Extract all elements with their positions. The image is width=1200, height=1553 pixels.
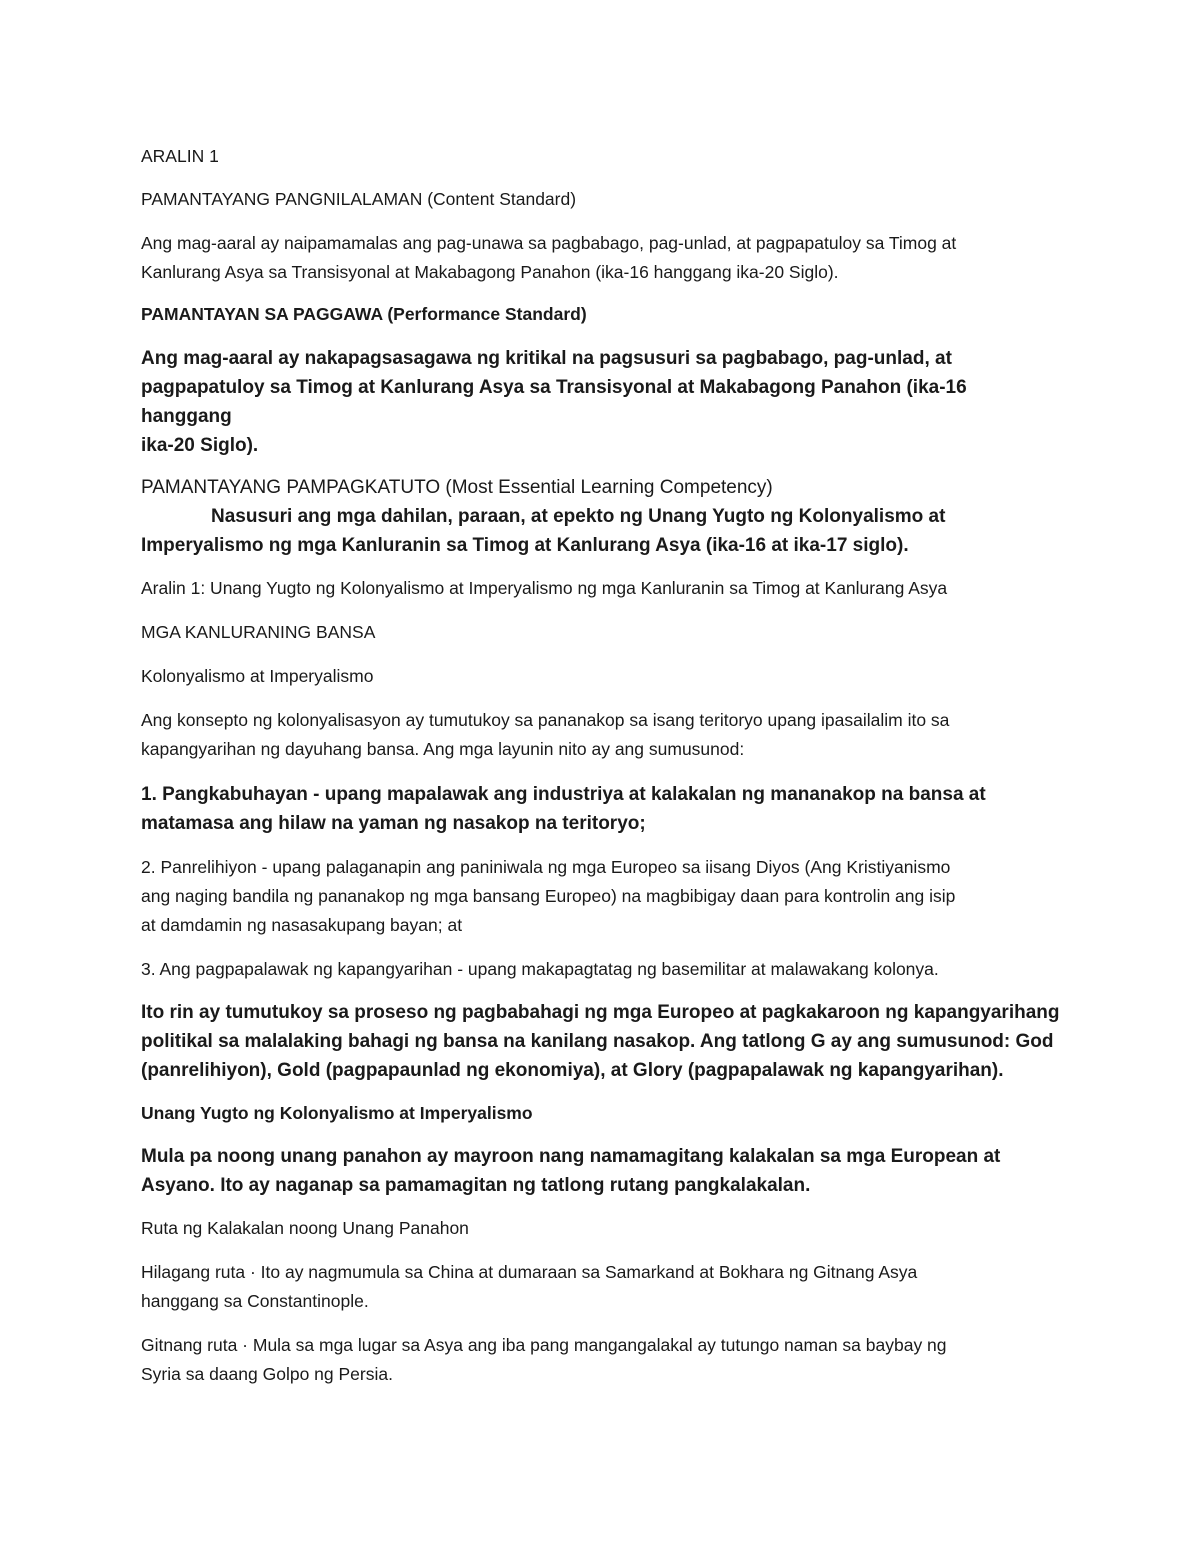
text-line: Hilagang ruta · Ito ay nagmumula sa China at dumaraan sa Samarkand at Bokhara ng Gitnang Asya	[141, 1262, 918, 1282]
text-line: Ang konsepto ng kolonyalisasyon ay tumutukoy sa pananakop sa isang teritoryo upang ipasailalim ito sa	[141, 710, 950, 730]
concept-paragraph	[141, 706, 1061, 764]
section-heading-colonialism: Kolonyalismo at Imperyalismo	[141, 666, 374, 686]
process-paragraph	[141, 998, 1061, 1085]
text-line: Ang mag-aaral ay naipamamalas ang pag-unawa sa pagbabago, pag-unlad, at pagpapatuloy sa Timog at	[141, 233, 957, 253]
melc-paragraph	[141, 502, 1061, 560]
performance-standard-paragraph	[141, 344, 1061, 460]
text-line: (panrelihiyon), Gold (pagpapaunlad ng ekonomiya), at Glory (pagpapalawak ng kapangyarihan).	[141, 1060, 1004, 1081]
text-line: pagpapatuloy sa Timog at Kanlurang Asya sa Transisyonal at Makabagong Panahon (ika-16 hanggang	[141, 377, 967, 427]
list-item-power: 3. Ang pagpapalawak ng kapangyarihan - upang makapagtatag ng basemilitar at malawakang kolonya.	[141, 959, 939, 979]
text-line: Ang mag-aaral ay nakapagsasagawa ng kritikal na pagsusuri sa pagbabago, pag-unlad, at	[141, 348, 952, 369]
text-line: ang naging bandila ng pananakop ng mga bansang Europeo) na magbibigay daan para kontrolin ang isip	[141, 886, 956, 906]
text-line: politikal sa malalaking bahagi ng bansa na kanilang nasakop. Ang tatlong G ay ang sumusunod: God	[141, 1031, 1054, 1052]
text-line: at damdamin ng nasasakupang bayan; at	[141, 915, 463, 935]
text-line: hanggang sa Constantinople.	[141, 1291, 369, 1311]
section-heading-first-phase: Unang Yugto ng Kolonyalismo at Imperyalismo	[141, 1103, 533, 1123]
text-line: Asyano. Ito ay naganap sa pamamagitan ng tatlong rutang pangkalakalan.	[141, 1175, 811, 1196]
text-line: Nasusuri ang mga dahilan, paraan, at epekto ng Unang Yugto ng Kolonyalismo at	[211, 506, 946, 527]
section-heading-trade-routes: Ruta ng Kalakalan noong Unang Panahon	[141, 1218, 469, 1238]
performance-standard-heading: PAMANTAYAN SA PAGGAWA (Performance Standard)	[141, 304, 587, 324]
middle-route-paragraph	[141, 1331, 1061, 1389]
list-item-economic	[141, 780, 1061, 838]
list-item-religious	[141, 853, 1061, 940]
north-route-paragraph	[141, 1258, 1061, 1316]
trade-paragraph	[141, 1142, 1061, 1200]
text-line: ika-20 Siglo).	[141, 435, 259, 456]
document-body	[141, 140, 1061, 1389]
text-line: kapangyarihan ng dayuhang bansa. Ang mga layunin nito ay ang sumusunod:	[141, 739, 745, 759]
section-heading-western-nations: MGA KANLURANING BANSA	[141, 622, 376, 642]
text-line: 1. Pangkabuhayan - upang mapalawak ang industriya at kalakalan ng mananakop na bansa at	[141, 784, 986, 805]
text-line: Syria sa daang Golpo ng Persia.	[141, 1364, 393, 1384]
text-line: Ito rin ay tumutukoy sa proseso ng pagbabahagi ng mga Europeo at pagkakaroon ng kapangyarihang	[141, 1002, 1060, 1023]
melc-heading: PAMANTAYANG PAMPAGKATUTO (Most Essential Learning Competency)	[141, 477, 773, 498]
text-line: 2. Panrelihiyon - upang palaganapin ang paniniwala ng mga Europeo sa iisang Diyos (Ang Kristiyanismo	[141, 857, 951, 877]
text-line: matamasa ang hilaw na yaman ng nasakop na teritoryo;	[141, 813, 646, 834]
text-line: Mula pa noong unang panahon ay mayroon nang namamagitang kalakalan sa mga European at	[141, 1146, 1001, 1167]
text-line: Imperyalismo ng mga Kanluranin sa Timog at Kanlurang Asya (ika-16 at ika-17 siglo).	[141, 535, 909, 556]
lesson-title: Aralin 1: Unang Yugto ng Kolonyalismo at Imperyalismo ng mga Kanluranin sa Timog at Kanlurang Asya	[141, 578, 948, 598]
content-standard-heading: PAMANTAYANG PANGNILALAMAN (Content Standard)	[141, 189, 577, 209]
content-standard-paragraph	[141, 229, 1061, 287]
text-line: Kanlurang Asya sa Transisyonal at Makabagong Panahon (ika-16 hanggang ika-20 Siglo).	[141, 262, 839, 282]
text-line: Gitnang ruta · Mula sa mga lugar sa Asya ang iba pang mangangalakal ay tutungo naman sa baybay ng	[141, 1335, 947, 1355]
lesson-number: ARALIN 1	[141, 146, 219, 166]
